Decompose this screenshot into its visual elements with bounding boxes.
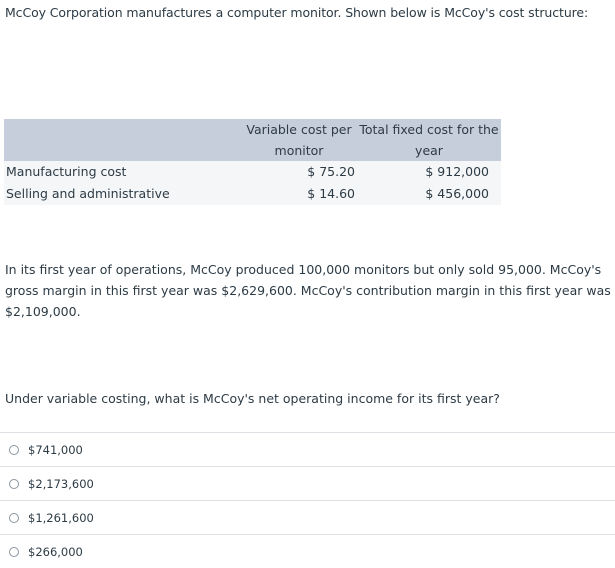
- header-variable-cost: Variable cost per monitor: [241, 119, 357, 161]
- table-row: [4, 161, 501, 183]
- variable-cost-cell: $ 14.60: [241, 183, 357, 205]
- question-text: Under variable costing, what is McCoy's net operating income for its first year?: [5, 391, 500, 406]
- fixed-cost-cell: $ 456,000: [357, 183, 501, 205]
- header-fixed-cost: Total fixed cost for the year: [357, 119, 501, 161]
- variable-cost-cell: $ 75.20: [241, 161, 357, 183]
- intro-text: McCoy Corporation manufactures a computer monitor. Shown below is McCoy's cost structure:: [5, 5, 589, 20]
- option-label: $2,173,600: [28, 476, 94, 491]
- answer-option[interactable]: [0, 466, 615, 500]
- header-blank: [4, 119, 241, 161]
- row-label: Selling and administrative: [4, 183, 241, 205]
- table-header-row: [4, 119, 501, 161]
- row-label: Manufacturing cost: [4, 161, 241, 183]
- radio-button[interactable]: [9, 479, 19, 489]
- answer-options: [0, 432, 615, 568]
- cost-structure-table: [4, 119, 501, 205]
- radio-button[interactable]: [9, 445, 19, 455]
- radio-button[interactable]: [9, 547, 19, 557]
- answer-option[interactable]: [0, 432, 615, 466]
- table-row: [4, 183, 501, 205]
- scenario-paragraph: In its first year of operations, McCoy produced 100,000 monitors but only sold 95,000. McCoy's gross margin in this first year was $2,629,600. McCoy's contribution margin in this first year was $2,109,000.: [5, 262, 611, 319]
- option-label: $266,000: [28, 544, 83, 559]
- answer-option[interactable]: [0, 500, 615, 534]
- radio-button[interactable]: [9, 513, 19, 523]
- option-label: $1,261,600: [28, 510, 94, 525]
- option-label: $741,000: [28, 442, 83, 457]
- fixed-cost-cell: $ 912,000: [357, 161, 501, 183]
- answer-option[interactable]: [0, 534, 615, 568]
